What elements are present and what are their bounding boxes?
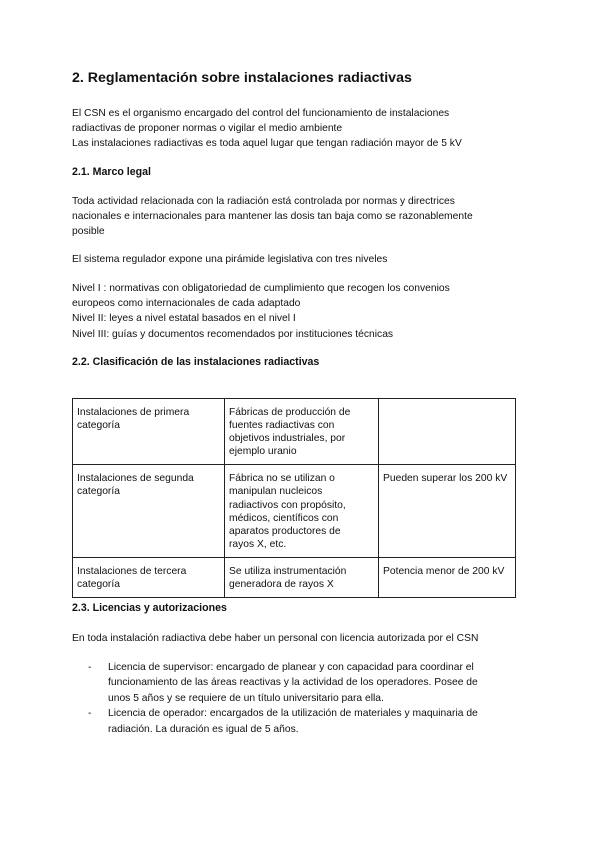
table-row [73,465,516,558]
text-line: nacionales e internacionales para mantener las dosis tan baja como se razonablemente [72,211,473,223]
text-line: Las instalaciones radiactivas es toda aquel lugar que tengan radiación mayor de 5 kV [72,138,462,150]
table-row [73,399,516,465]
table-cell-note: Pueden superar los 200 kV [379,465,516,558]
cell-line: aparatos productores de [229,525,341,537]
bullet-dash: - [88,708,92,720]
text-line: Licencia de supervisor: encargado de planear y con capacidad para coordinar el [108,662,474,673]
cell-line: rayos X, etc. [229,538,287,550]
text-line: Nivel II: leyes a nivel estatal basados en el nivel I [72,313,296,325]
text-line: radiactivas de proponer normas o vigilar el medio ambiente [72,123,343,135]
text-line: unos 5 años y se requiere de un título universitario para ella. [108,692,384,704]
cell-line: generadora de rayos X [229,579,334,591]
text-line: Licencia de operador: encargados de la utilización de materiales y maquinaria de [108,708,478,720]
section-heading: 2. Reglamentación sobre instalaciones radiactivas [72,70,412,86]
cell-line: radiactivos con propósito, [229,499,346,511]
list-item [88,660,518,706]
clasificacion-table [72,398,516,598]
cell-line: fuentes radiactivas con [229,420,335,432]
text-line: posible [72,226,105,238]
cell-line: médicos, científicos con [229,512,339,524]
cell-line: categoría [77,486,120,498]
cell-line: objetivos industriales, por [229,433,346,445]
text-line: radiación. La duración es igual de 5 años. [108,723,299,735]
bullet-dash: - [88,662,92,673]
cell-line: ejemplo uranio [229,446,297,458]
text-line: El CSN es el organismo encargado del control del funcionamiento de instalaciones [72,108,450,119]
cell-line: Fábrica no se utilizan o [229,473,335,485]
text-line: El sistema regulador expone una pirámide legislativa con tres niveles [72,254,388,265]
marco-legal-paragraph [72,194,528,240]
piramide-paragraph [72,252,528,267]
cell-line: Fábricas de producción de [229,407,351,418]
cell-line: Instalaciones de tercera [77,565,187,577]
cell-line: Instalaciones de primera [77,407,190,418]
cell-line: Se utiliza instrumentación [229,565,347,577]
text-line: funcionamiento de las áreas reactivas y la actividad de los operadores. Posee de [108,677,478,689]
text-line: Nivel I : normativas con obligatoriedad de cumplimiento que recogen los convenios [72,283,450,294]
table-cell-description [225,465,379,558]
list-item [88,706,518,737]
table-cell-note: Potencia menor de 200 kV [379,557,516,597]
licencias-intro [72,631,528,646]
text-line: En toda instalación radiactiva debe haber un personal con licencia autorizada por el CSN [72,633,479,644]
table-row [73,557,516,597]
intro-paragraph [72,106,528,152]
cell-line: categoría [77,420,120,432]
subsection-heading-marco-legal: 2.1. Marco legal [72,166,151,178]
table-cell-category [73,399,225,465]
licencias-list [88,660,518,737]
cell-line: manipulan nucleicos [229,486,323,498]
cell-line: Instalaciones de segunda [77,473,194,485]
text-line: Toda actividad relacionada con la radiación está controlada por normas y directrices [72,196,455,207]
table-cell-category [73,557,225,597]
subsection-heading-clasificacion: 2.2. Clasificación de las instalaciones radiactivas [72,356,320,368]
table-cell-category [73,465,225,558]
table-cell-note [379,399,516,465]
table-cell-description [225,399,379,465]
subsection-heading-licencias: 2.3. Licencias y autorizaciones [72,602,227,614]
text-line: europeos como internacionales de cada adaptado [72,298,301,310]
table-cell-description [225,557,379,597]
cell-line: categoría [77,579,120,591]
niveles-paragraph [72,281,528,342]
text-line: Nivel III: guías y documentos recomendados por instituciones técnicas [72,328,394,340]
